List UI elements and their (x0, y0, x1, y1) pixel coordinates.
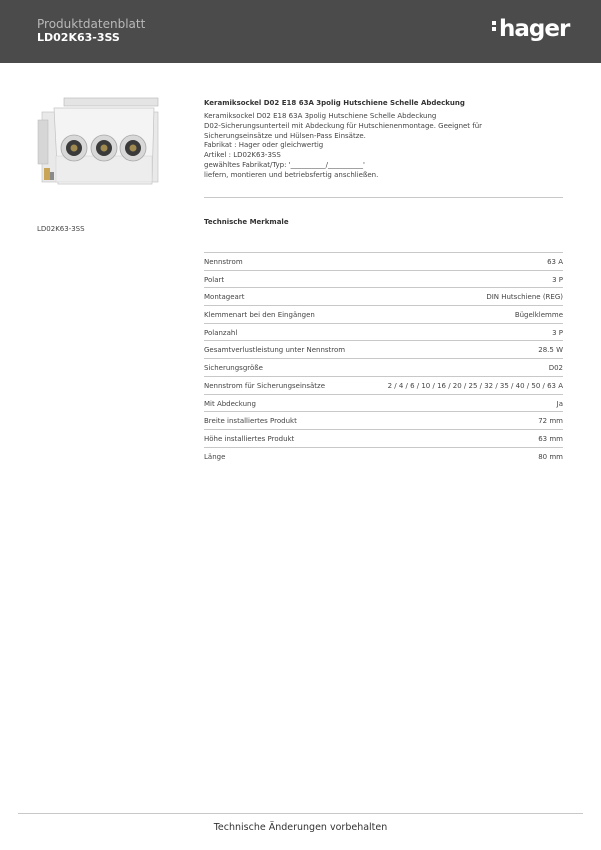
spec-value: 63 A (547, 258, 563, 266)
spec-value: D02 (548, 364, 563, 373)
description-line: Fabrikat : Hager oder gleichwertig (204, 141, 324, 150)
spec-value: 80 mm (538, 452, 563, 461)
spec-row (204, 412, 563, 430)
spec-label: Polart (204, 275, 225, 284)
spec-value: 3 P (552, 328, 563, 337)
spec-row (204, 395, 563, 413)
article-number-title: LD02K63-3SS (37, 31, 120, 44)
logo-text: hager (499, 16, 570, 42)
description-line: D02-Sicherungsunterteil mit Abdeckung für Hutschienenmontage. Geeignet für (204, 121, 483, 130)
spec-table (204, 252, 563, 465)
spec-label: Höhe installiertes Produkt (204, 434, 295, 443)
spec-label: Gesamtverlustleistung unter Nennstrom (204, 346, 346, 355)
spec-value: Bügelklemme (514, 311, 563, 320)
hager-logo (492, 16, 569, 42)
spec-value: 28.5 W (538, 346, 563, 355)
description-line: Keramiksockel D02 E18 63A 3polig Hutschiene Schelle Abdeckung (204, 112, 437, 120)
fuse-holder-2 (91, 135, 117, 161)
spec-value: DIN Hutschiene (REG) (486, 293, 563, 302)
spec-row (204, 448, 563, 466)
technical-features-heading: Technische Merkmale (204, 218, 289, 226)
fuse-holder-1 (61, 135, 87, 161)
spec-label: Nennstrom (204, 258, 243, 266)
spec-label: Klemmenart bei den Eingängen (204, 311, 315, 320)
spec-value: 63 mm (538, 434, 563, 443)
spec-label: Breite installiertes Produkt (204, 417, 297, 426)
spec-row (204, 271, 563, 289)
spec-row (204, 341, 563, 359)
spec-label: Mit Abdeckung (204, 399, 256, 408)
spec-value: Ja (556, 399, 563, 408)
spec-label: Nennstrom für Sicherungseinsätze (204, 381, 326, 390)
spec-row (204, 359, 563, 377)
product-description (204, 112, 524, 181)
header-bar (0, 0, 601, 63)
spec-label: Montageart (204, 293, 245, 302)
description-line: Artikel : LD02K63-3SS (204, 151, 281, 160)
spec-row (204, 377, 563, 395)
spec-value: 2 / 4 / 6 / 10 / 16 / 20 / 25 / 32 / 35 / 40 / 50 / 63 A (387, 381, 563, 390)
footer-note: Technische Änderungen vorbehalten (213, 822, 388, 833)
spec-value: 72 mm (538, 417, 563, 426)
spec-label: Länge (204, 452, 226, 461)
spec-label: Polanzahl (204, 328, 238, 337)
image-caption: LD02K63-3SS (37, 225, 85, 233)
spec-row (204, 253, 563, 271)
logo-colon-icon (492, 19, 497, 33)
description-line: liefern, montieren und betriebsfertig anschließen. (204, 170, 379, 179)
spec-row (204, 324, 563, 342)
description-line: gewähltes Fabrikat/Typ: '__________/__________' (204, 160, 365, 169)
spec-value: 3 P (552, 275, 563, 284)
product-heading: Keramiksockel D02 E18 63A 3polig Hutschiene Schelle Abdeckung (204, 99, 465, 107)
spec-row (204, 306, 563, 324)
footer-divider (18, 813, 583, 814)
section-divider (204, 197, 563, 198)
description-line: Sicherungseinsätze und Hülsen-Pass Einsätze. (204, 131, 366, 140)
fuse-holder-3 (120, 135, 146, 161)
spec-label: Sicherungsgröße (204, 364, 263, 373)
product-image (36, 96, 160, 188)
spec-row (204, 288, 563, 306)
document-type: Produktdatenblatt (37, 17, 146, 31)
spec-row (204, 430, 563, 448)
